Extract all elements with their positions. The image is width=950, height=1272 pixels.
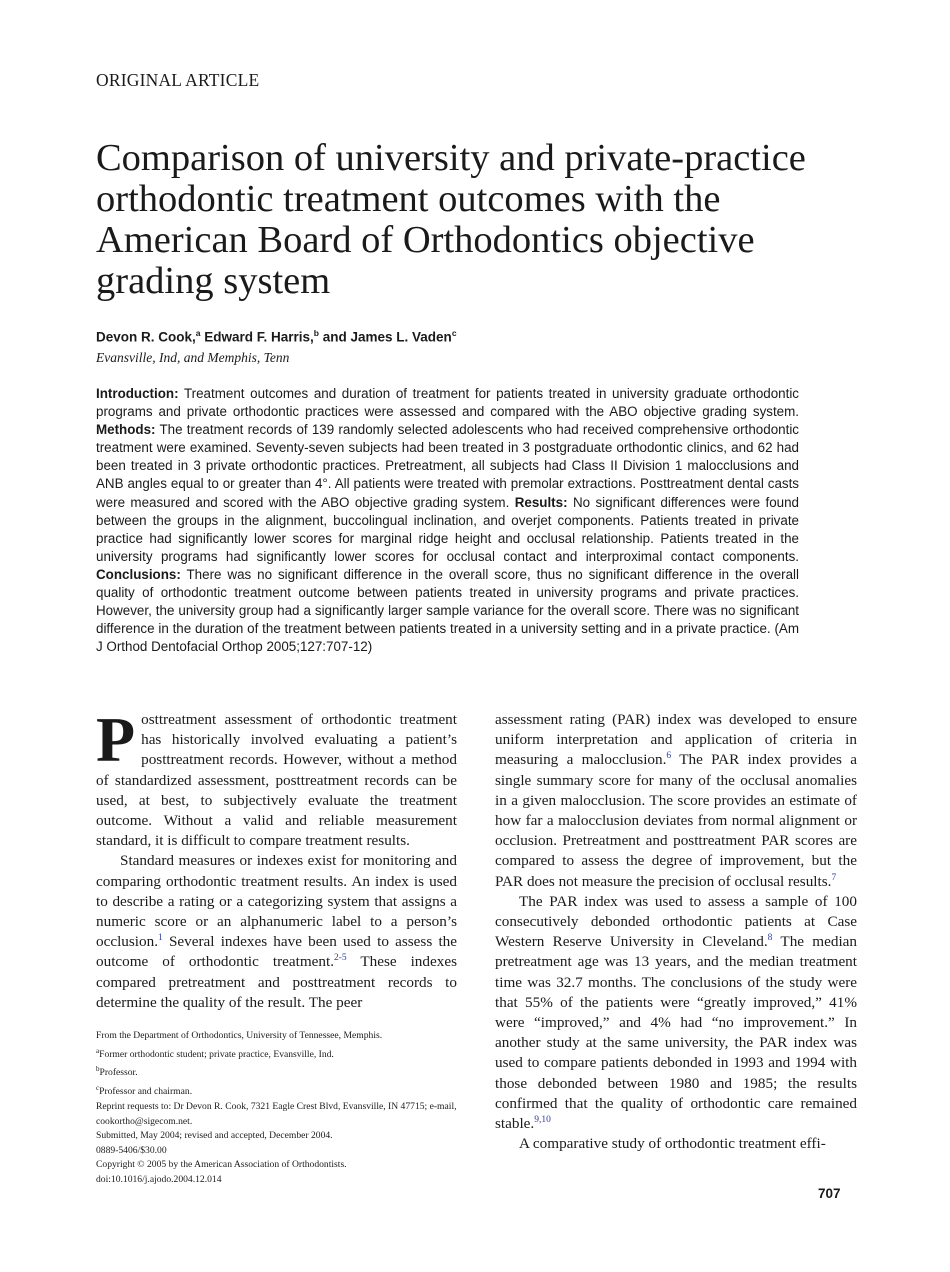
abstract-label-conclusions: Conclusions: (96, 566, 181, 582)
abstract-text-conclusions: There was no significant difference in the overall score, thus no significant difference in the overall quality of orthodontic treatment outcome between patients treated in university programs and private practices. However, the university group had a significantly larger sample variance for the overall score. There was no significant difference in the duration of the treatment between patients treated in a university setting and in a private practice. (Am J Orthod Dentofacial Orthop 2005;127:707-12) (96, 566, 799, 655)
drop-cap: P (96, 704, 136, 775)
footnote-doi: doi:10.1016/j.ajodo.2004.12.014 (96, 1173, 222, 1185)
footnote-reprint: Reprint requests to: Dr Devon R. Cook, 7321 Eagle Crest Blvd, Evansville, IN 47715; e-mail, cookortho@sigecom.net. (96, 1100, 457, 1127)
body-paragraph (495, 892, 857, 1134)
footnote-copyright: Copyright © 2005 by the American Association of Orthodontists. (96, 1159, 347, 1171)
body-column-right (495, 710, 857, 1154)
author-mark: b (313, 328, 319, 338)
abstract-label-methods: Methods: (96, 422, 156, 438)
citation-link[interactable]: 9,10 (534, 1115, 551, 1125)
citation-link[interactable]: 6 (666, 751, 672, 762)
paragraph-text: Several indexes have been used to assess the outcome of orthodontic treatment. (96, 933, 457, 971)
author-list (96, 328, 457, 345)
abstract-label-introduction: Introduction: (96, 386, 179, 401)
body-paragraph (96, 851, 457, 1013)
body-paragraph (96, 704, 457, 851)
author-name: Devon R. Cook, (96, 329, 196, 345)
footnote-submitted: Submitted, May 2004; revised and accepted, December 2004. (96, 1130, 333, 1142)
footnote-a: $^a$Former orthodontic student; private practice, Evansville, Ind. (96, 1046, 334, 1060)
article-title: Comparison of university and private-practice orthodontic treatment outcomes with the American Board of Orthodontics objective grading system (96, 137, 806, 302)
author-mark: c (451, 328, 457, 338)
citation-link[interactable]: 8 (767, 933, 773, 944)
paragraph-text: The median pretreatment age was 13 years, and the median treatment time was 32.7 months. The conclusions of the study were that 55% of the patients were “greatly improved,” 41% were “improved,” and 4% had “no improvement.” In another study at the same university, the PAR index was used to compare patients debonded in 1993 and 1994 with those debonded between 1980 and 1985; the results confirmed that the quality of orthodontic care remained stable. (495, 933, 857, 1133)
body-paragraph: A comparative study of orthodontic treatment effi- (519, 1135, 826, 1153)
body-column-left (96, 704, 457, 1013)
author-name: and James L. Vaden (319, 329, 452, 345)
footnote-b: $^b$Professor. (96, 1065, 138, 1079)
section-label: ORIGINAL ARTICLE (96, 70, 260, 90)
page-number: 707 (818, 1186, 841, 1201)
author-mark: a (195, 328, 201, 338)
abstract-text-results: No significant differences were found between the groups in the alignment, buccolingual inclination, and overjet components. Patients treated in private practice had significantly lower scores for marginal ridge height and occlusal relationship. Patients treated in the university programs had significantly lower scores for occlusal contact and interproximal contact components. (96, 494, 799, 564)
abstract (96, 385, 799, 656)
paragraph-text: The PAR index was used to assess a sample of 100 consecutively debonded orthodontic patients at Case Western Reserve University in Cleveland. (495, 892, 857, 951)
footnote-department: From the Department of Orthodontics, University of Tennessee, Memphis. (96, 1030, 383, 1041)
affiliation: Evansville, Ind, and Memphis, Tenn (96, 350, 290, 365)
paragraph-text: These indexes compared pretreatment and posttreatment records to determine the quality of the result. The peer (96, 953, 457, 1011)
abstract-label-results: Results: (514, 494, 568, 510)
abstract-text-methods: The treatment records of 139 randomly selected adolescents who had received comprehensive orthodontic treatment were examined. Seventy-seven subjects had been treated in 3 postgraduate orthodontic clinics, and 62 had been treated in 3 private orthodontic practices. Pretreatment, all subjects had Class II Division 1 malocclusions and ANB angles equal to or greater than 4°. All patients were treated with premolar extractions. Posttreatment dental casts were measured and scored with the ABO objective grading system. (96, 422, 799, 510)
citation-link[interactable]: 1 (158, 933, 163, 944)
citation-link[interactable]: 2-5 (334, 953, 347, 964)
footnote-c: $^c$Professor and chairman. (96, 1084, 193, 1098)
author-name: Edward F. Harris, (200, 329, 314, 345)
paragraph-text: osttreatment assessment of orthodontic treatment has historically involved evaluating a patient’s posttreatment records. However, without a method of standardized assessment, posttreatment records can be used, at best, to subjectively evaluate the treatment outcome. Without a valid and reliable measurement standard, it is difficult to compare treatment results. (96, 711, 457, 850)
paragraph-text: Standard measures or indexes exist for monitoring and comparing orthodontic treatment results. An index is used to describe a rating or a categorizing system that assigns a numeric score or an alphanumeric label to a person’s occlusion. (96, 852, 457, 951)
body-paragraph (495, 710, 857, 892)
abstract-text-introduction: Treatment outcomes and duration of treatment for patients treated in university graduate orthodontic programs and private orthodontic practices were assessed and compared with the ABO objective grading system. (96, 386, 799, 420)
footnotes (96, 1029, 461, 1188)
paragraph-text: The PAR index provides a single summary score for many of the occlusal anomalies in a given malocclusion. The score provides an estimate of how far a malocclusion deviates from normal alignment or occlusion. Pretreatment and posttreatment PAR scores are compared to assess the degree of improvement, but the PAR does not measure the precision of occlusal results. (495, 751, 857, 890)
footnote-issn: 0889-5406/$30.00 (96, 1144, 167, 1156)
paragraph-text: assessment rating (PAR) index was developed to ensure uniform interpretation and application of criteria in measuring a malocclusion. (495, 711, 857, 769)
citation-link[interactable]: 7 (831, 872, 837, 883)
